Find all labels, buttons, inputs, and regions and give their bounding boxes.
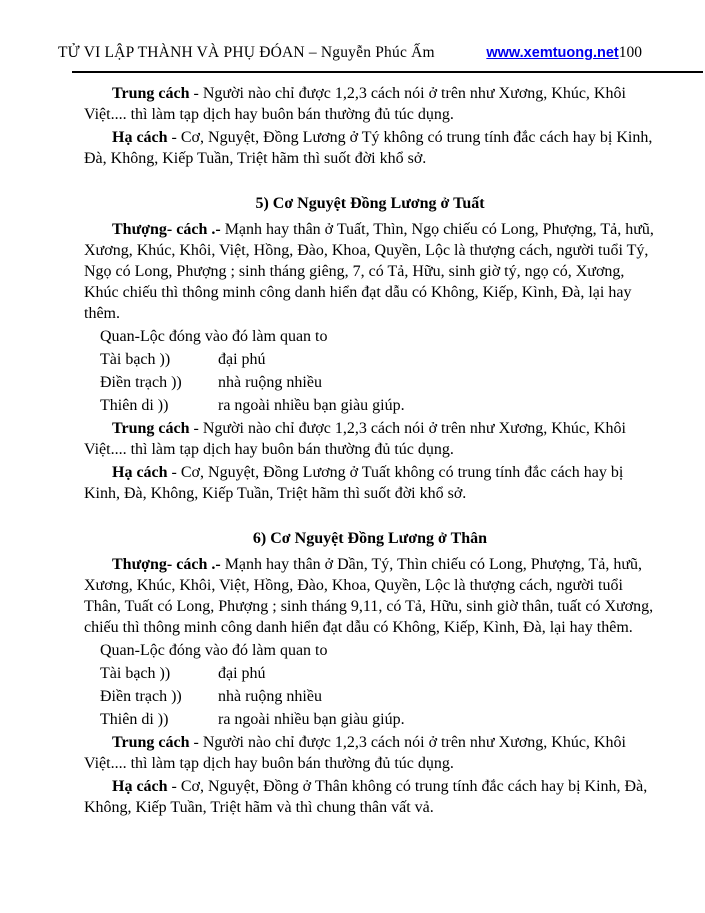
fate-row-thien-di [84,395,656,416]
section-6 [84,528,656,818]
section-5-trung-cach-paragraph [84,418,656,460]
fate-row-label: Điền trạch )) [100,688,182,705]
trung-cach-label: Trung cách [112,420,190,437]
fate-row-quan-loc [84,326,656,347]
thuong-cach-text: Mạnh hay thân ở Dần, Tý, Thìn chiếu có Long, Phượng, Tả, hưũ, Xương, Khúc, Khôi, Việt, Hồng, Đào, Khoa, Quyền, Lộc là thượng cách, người tuổi Thân, Tuất có Long, Phượng ; sinh tháng 9,11, có Tả, Hữu, sinh giờ thân, tuất có Xương, chiếu thì thông minh công danh hiển đạt dẫu có Không, Kiếp, Kình, Đà, lại hay thêm. [84,556,654,636]
intro-trung-cach-paragraph [84,83,656,125]
ha-cach-text: - Cơ, Nguyệt, Đồng ở Thân không có trung tính đắc cách hay bị Kinh, Đà, Không, Kiếp Tuần, Triệt hãm và thì chung thân vất vả. [84,778,648,816]
fate-row-thien-di [84,709,656,730]
section-6-ha-cach-paragraph [84,776,656,818]
section-6-thuong-cach-paragraph [84,554,656,638]
fate-row-dien-trach [84,686,656,707]
fate-row-value: nhà ruộng nhiều [218,374,322,391]
fate-row-label: Quan-Lộc đóng vào đó làm quan to [100,328,328,345]
trung-cach-text: - Người nào chỉ được 1,2,3 cách nói ở trên như Xương, Khúc, Khôi Việt.... thì làm tạp dịch hay buôn bán thường đủ túc dụng. [84,734,626,772]
section-6-heading: 6) Cơ Nguyệt Đồng Lương ở Thân [252,530,488,547]
page-number: 100 [618,44,642,61]
thuong-cach-label: Thượng- cách .- [112,221,221,238]
fate-row-label: Tài bạch )) [100,665,171,682]
fate-row-tai-bach [84,663,656,684]
fate-row-label: Tài bạch )) [100,351,171,368]
section-6-trung-cach-paragraph [84,732,656,774]
ha-cach-label: Hạ cách [112,778,168,795]
fate-row-tai-bach [84,349,656,370]
document-title: TỬ VI LẬP THÀNH VÀ PHỤ ĐÓAN – Nguyễn Phúc Ấm [58,44,435,61]
fate-row-label: Thiên di )) [100,711,169,728]
trung-cach-text: - Người nào chỉ được 1,2,3 cách nói ở trên như Xương, Khúc, Khôi Việt.... thì làm tạp dịch hay buôn bán thường đủ túc dụng. [84,85,626,123]
fate-row-quan-loc [84,640,656,661]
fate-row-value: đại phú [218,665,266,682]
fate-row-value: ra ngoài nhiều bạn giàu giúp. [218,397,405,414]
section-5 [84,193,656,504]
document-body [84,83,656,818]
fate-row-label: Điền trạch )) [100,374,182,391]
thuong-cach-text: Mạnh hay thân ở Tuất, Thìn, Ngọ chiếu có Long, Phượng, Tả, hưũ, Xương, Khúc, Khôi, Việt, Hồng, Đào, Khoa, Quyền, Lộc là thượng cách, người tuổi Tý, Ngọ có Long, Phượng ; sinh tháng giêng, 7, có Tả, Hữu, sinh giờ tý, ngọ có, Xương, Khúc chiếu thì thông minh công danh hiển đạt dẫu có Không, Kiếp, Kình, Đà, lại hay thêm. [84,221,654,322]
section-5-heading: 5) Cơ Nguyệt Đồng Lương ở Tuất [255,195,485,212]
header-right [486,43,642,63]
ha-cach-text: - Cơ, Nguyệt, Đồng Lương ở Tý không có trung tính đắc cách hay bị Kinh, Đà, Không, Kiếp Tuần, Triệt hãm thì suốt đời khổ sở. [84,129,653,167]
header-divider [72,71,703,73]
fate-row-value: ra ngoài nhiều bạn giàu giúp. [218,711,405,728]
trung-cach-text: - Người nào chỉ được 1,2,3 cách nói ở trên như Xương, Khúc, Khôi Việt.... thì làm tạp dịch hay buôn bán thường đủ túc dụng. [84,420,626,458]
section-5-thuong-cach-paragraph [84,219,656,324]
ha-cach-label: Hạ cách [112,464,168,481]
trung-cach-label: Trung cách [112,85,190,102]
ha-cach-label: Hạ cách [112,129,168,146]
intro-ha-cach-paragraph [84,127,656,169]
fate-row-dien-trach [84,372,656,393]
fate-row-value: nhà ruộng nhiều [218,688,322,705]
fate-row-label: Thiên di )) [100,397,169,414]
section-5-ha-cach-paragraph [84,462,656,504]
website-link[interactable]: www.xemtuong.net [486,45,619,61]
fate-row-label: Quan-Lộc đóng vào đó làm quan to [100,642,328,659]
page-header [0,0,705,63]
thuong-cach-label: Thượng- cách .- [112,556,221,573]
fate-row-value: đại phú [218,351,266,368]
trung-cach-label: Trung cách [112,734,190,751]
ha-cach-text: - Cơ, Nguyệt, Đồng Lương ở Tuất không có trung tính đắc cách hay bị Kinh, Đà, Không, Kiếp Tuần, Triệt hãm thì suốt đời khổ sở. [84,464,624,502]
